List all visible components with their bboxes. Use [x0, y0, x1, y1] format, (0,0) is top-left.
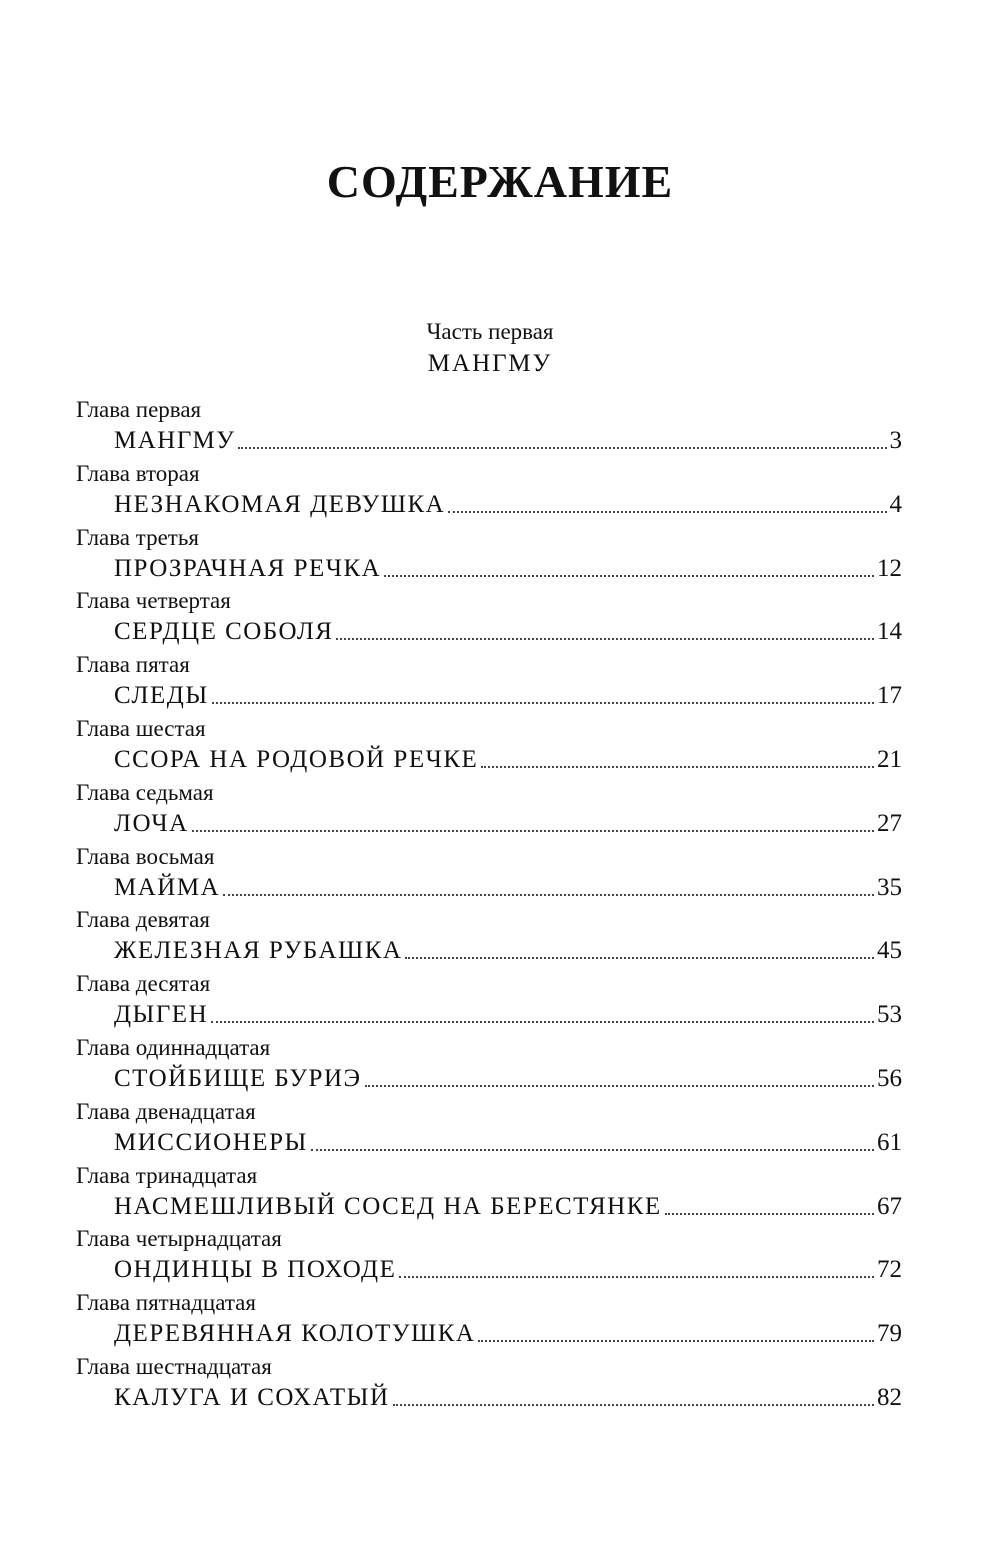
toc-entry: [76, 1352, 902, 1416]
chapter-title: ЛОЧА: [114, 809, 189, 837]
chapter-title: ССОРА НА РОДОВОЙ РЕЧКЕ: [114, 745, 479, 773]
toc-entry: [76, 523, 902, 587]
dot-leader: [384, 575, 874, 577]
page-number: 72: [877, 1256, 902, 1284]
toc-entry: [76, 905, 902, 969]
chapter-label: Глава пятая: [76, 652, 190, 678]
toc-entry: [76, 1288, 902, 1352]
dot-leader: [192, 830, 874, 832]
page-number: 82: [877, 1383, 902, 1411]
toc-line: [114, 1253, 902, 1287]
toc-line: [114, 807, 902, 841]
toc-line: [114, 615, 902, 649]
chapter-label: Глава восьмая: [76, 843, 215, 869]
dot-leader: [481, 766, 874, 768]
chapter-label: Глава четырнадцатая: [76, 1226, 282, 1252]
dot-leader: [212, 702, 874, 704]
chapter-title: ПРОЗРАЧНАЯ РЕЧКА: [114, 554, 382, 582]
page-number: 79: [877, 1320, 902, 1348]
dot-leader: [448, 511, 886, 513]
chapter-title: ЖЕЛЕЗНАЯ РУБАШКА: [114, 937, 403, 965]
toc-entry: [76, 586, 902, 650]
toc-line: [114, 1381, 902, 1415]
toc-entry: [76, 459, 902, 523]
toc-line: [114, 552, 902, 586]
chapter-title: КАЛУГА И СОХАТЫЙ: [114, 1383, 390, 1411]
chapter-label: Глава двенадцатая: [76, 1098, 256, 1124]
toc-entry: [76, 842, 902, 906]
chapter-label: Глава третья: [76, 524, 199, 550]
toc-line: [114, 488, 902, 522]
dot-leader: [365, 1085, 874, 1087]
page-number: 45: [877, 937, 902, 965]
toc-entry: [76, 395, 902, 459]
chapter-title: НЕЗНАКОМАЯ ДЕВУШКА: [114, 490, 446, 518]
chapter-label: Глава шестнадцатая: [76, 1353, 272, 1379]
chapter-title: СТОЙБИЩЕ БУРИЭ: [114, 1064, 362, 1092]
dot-leader: [336, 638, 874, 640]
page-number: 12: [877, 554, 902, 582]
page-number: 27: [877, 809, 902, 837]
chapter-label: Глава четвертая: [76, 588, 231, 614]
page-number: 17: [877, 682, 902, 710]
chapter-label: Глава первая: [76, 397, 202, 422]
dot-leader: [405, 957, 874, 959]
toc-line: [114, 871, 902, 905]
chapter-label: Глава тринадцатая: [76, 1162, 258, 1188]
toc-entry: [76, 1097, 902, 1161]
page-title: СОДЕРЖАНИЕ: [326, 155, 674, 207]
page-number: 3: [889, 427, 902, 454]
chapter-label: Глава десятая: [76, 971, 211, 997]
toc-entry: [76, 1224, 902, 1288]
page-number: 53: [877, 1001, 902, 1029]
chapter-label: Глава одиннадцатая: [76, 1034, 271, 1060]
page-number: 56: [877, 1064, 902, 1092]
toc-entry: [76, 778, 902, 842]
toc-line: [114, 679, 902, 713]
toc-entry: [76, 1161, 902, 1225]
part-label: Часть первая: [426, 319, 554, 344]
page-number: 21: [877, 745, 902, 773]
chapter-label: Глава вторая: [76, 460, 200, 486]
toc-line: [114, 1190, 902, 1224]
chapter-label: Глава девятая: [76, 907, 210, 933]
toc-line: [114, 1317, 902, 1351]
page-number: 14: [877, 618, 902, 646]
toc-line: [114, 934, 902, 968]
dot-leader: [238, 447, 886, 449]
toc-entry: [76, 969, 902, 1033]
chapter-title: ОНДИНЦЫ В ПОХОДЕ: [114, 1256, 397, 1284]
chapter-title: МИССИОНЕРЫ: [114, 1128, 308, 1156]
chapter-label: Глава шестая: [76, 715, 206, 741]
toc-entry: [76, 650, 902, 714]
dot-leader: [311, 1149, 874, 1151]
dot-leader: [223, 894, 874, 896]
chapter-title: ДЕРЕВЯННАЯ КОЛОТУШКА: [114, 1320, 476, 1348]
toc-line: [114, 424, 902, 458]
toc-line: [114, 1062, 902, 1096]
page-number: 67: [877, 1192, 902, 1220]
chapter-title: НАСМЕШЛИВЫЙ СОСЕД НА БЕРЕСТЯНКЕ: [114, 1192, 662, 1220]
dot-leader: [393, 1404, 874, 1406]
chapter-title: МАЙМА: [114, 873, 221, 901]
dot-leader: [665, 1213, 874, 1215]
chapter-title: СЕРДЦЕ СОБОЛЯ: [114, 618, 334, 646]
toc-line: [114, 1126, 902, 1160]
toc-line: [114, 998, 902, 1032]
chapter-title: СЛЕДЫ: [114, 682, 209, 710]
chapter-title: МАНГМУ: [114, 427, 236, 454]
toc-list: [76, 395, 902, 1416]
toc-entry: [76, 714, 902, 778]
part-title: МАНГМУ: [427, 350, 553, 377]
dot-leader: [211, 1021, 874, 1023]
page-number: 35: [877, 873, 902, 901]
dot-leader: [399, 1276, 874, 1278]
chapter-label: Глава пятнадцатая: [76, 1290, 256, 1316]
chapter-title: ДЫГЕН: [114, 1001, 209, 1029]
toc-entry: [76, 1033, 902, 1097]
page-number: 4: [889, 490, 902, 518]
chapter-label: Глава седьмая: [76, 779, 214, 805]
page-number: 61: [877, 1128, 902, 1156]
dot-leader: [478, 1340, 874, 1342]
toc-line: [114, 743, 902, 777]
